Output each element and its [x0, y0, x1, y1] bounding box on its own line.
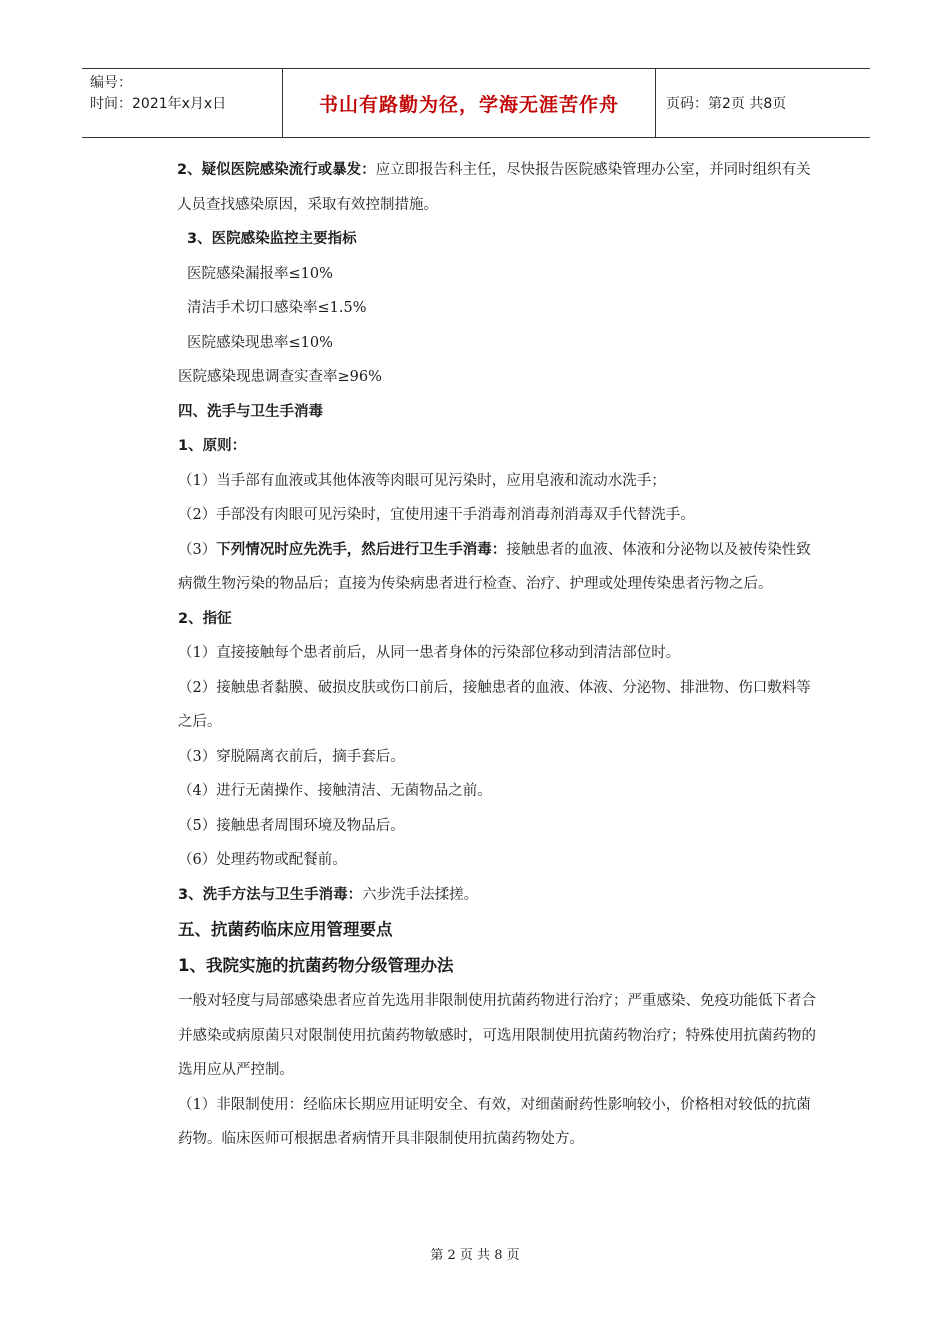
page-footer: 第 2 页 共 8 页 — [430, 1248, 520, 1263]
bold-lead: 3、洗手方法与卫生手消毒： — [178, 886, 363, 903]
indicator-item: 医院感染现患率≤10% — [187, 334, 333, 351]
list-item: （3）穿脱隔离衣前后，摘手套后。 — [178, 748, 405, 765]
section-heading: 五、抗菌药临床应用管理要点 — [178, 920, 393, 939]
header-meta — [82, 69, 282, 137]
document-body — [145, 153, 825, 1157]
indicator-item: 医院感染现患调查实查率≥96% — [178, 369, 382, 385]
page-header — [82, 68, 870, 138]
section-heading — [145, 222, 825, 257]
list-item: （1）直接接触每个患者前后，从同一患者身体的污染部位移动到清洁部位时。 — [178, 645, 681, 661]
indicator-item: 医院感染漏报率≤10% — [187, 265, 333, 282]
heading-text: 3、医院感染监控主要指标 — [187, 231, 357, 247]
heading-text: 2、指征 — [178, 610, 232, 627]
subsection-heading: 1、我院实施的抗菌药物分级管理办法 — [178, 956, 454, 975]
list-item — [145, 533, 825, 602]
list-item: （5）接触患者周围环境及物品后。 — [178, 817, 405, 834]
item-prefix: （3） — [178, 541, 217, 558]
bold-lead: 2、疑似医院感染流行或暴发： — [177, 162, 376, 178]
paragraph-text: 六步洗手法揉搓。 — [362, 886, 479, 903]
indicator-item: 清洁手术切口感染率≤1.5% — [187, 300, 367, 316]
paragraph — [145, 153, 825, 222]
list-item: （6）处理药物或配餐前。 — [178, 852, 347, 868]
paragraph: 一般对轻度与局部感染患者应首先选用非限制使用抗菌药物进行治疗；严重感染、免疫功能低下者合并感染或病原菌只对限制使用抗菌药物敏感时，可选用限制使用抗菌药物治疗；特殊使用抗菌药物的选用应从严控制。 — [178, 993, 816, 1078]
subsection-heading — [145, 429, 825, 464]
paragraph — [145, 878, 825, 913]
heading-text: 1、原则： — [178, 438, 247, 454]
paragraph-text: 应立即报告科主任，尽快报告医院感染管理办公室，并同时组织有关人员查找感染原因，采取有效控制措施。 — [177, 162, 811, 213]
heading-text: 四、洗手与卫生手消毒 — [178, 403, 323, 420]
subsection-heading — [145, 602, 825, 637]
header-page-label: 页码：第2页 共8页 — [666, 96, 787, 112]
time-label: 时间：2021年x月x日 — [90, 96, 227, 112]
number-label: 编号： — [90, 75, 132, 91]
header-motto: 书山有路勤为径，学海无涯苦作舟 — [282, 69, 656, 137]
list-item: （2）接触患者黏膜、破损皮肤或伤口前后，接触患者的血液、体液、分泌物、排泄物、伤口敷料等之后。 — [178, 679, 811, 730]
bold-lead: 下列情况时应先洗手，然后进行卫生手消毒： — [216, 541, 507, 558]
paragraph-text: 接触患者的血液、体液和分泌物以及被传染性致病微生物污染的物品后；直接为传染病患者进行检查、治疗、护理或处理传染患者污物之后。 — [178, 541, 811, 592]
list-item: （2）手部没有肉眼可见污染时，宜使用速干手消毒剂消毒剂消毒双手代替洗手。 — [178, 507, 695, 523]
list-item: （1）当手部有血液或其他体液等肉眼可见污染时，应用皂液和流动水洗手； — [178, 472, 666, 489]
list-item: （4）进行无菌操作、接触清洁、无菌物品之前。 — [178, 783, 492, 799]
section-heading — [145, 395, 825, 430]
paragraph: （1）非限制使用：经临床长期应用证明安全、有效，对细菌耐药性影响较小，价格相对较低的抗菌药物。临床医师可根据患者病情开具非限制使用抗菌药物处方。 — [178, 1096, 811, 1147]
